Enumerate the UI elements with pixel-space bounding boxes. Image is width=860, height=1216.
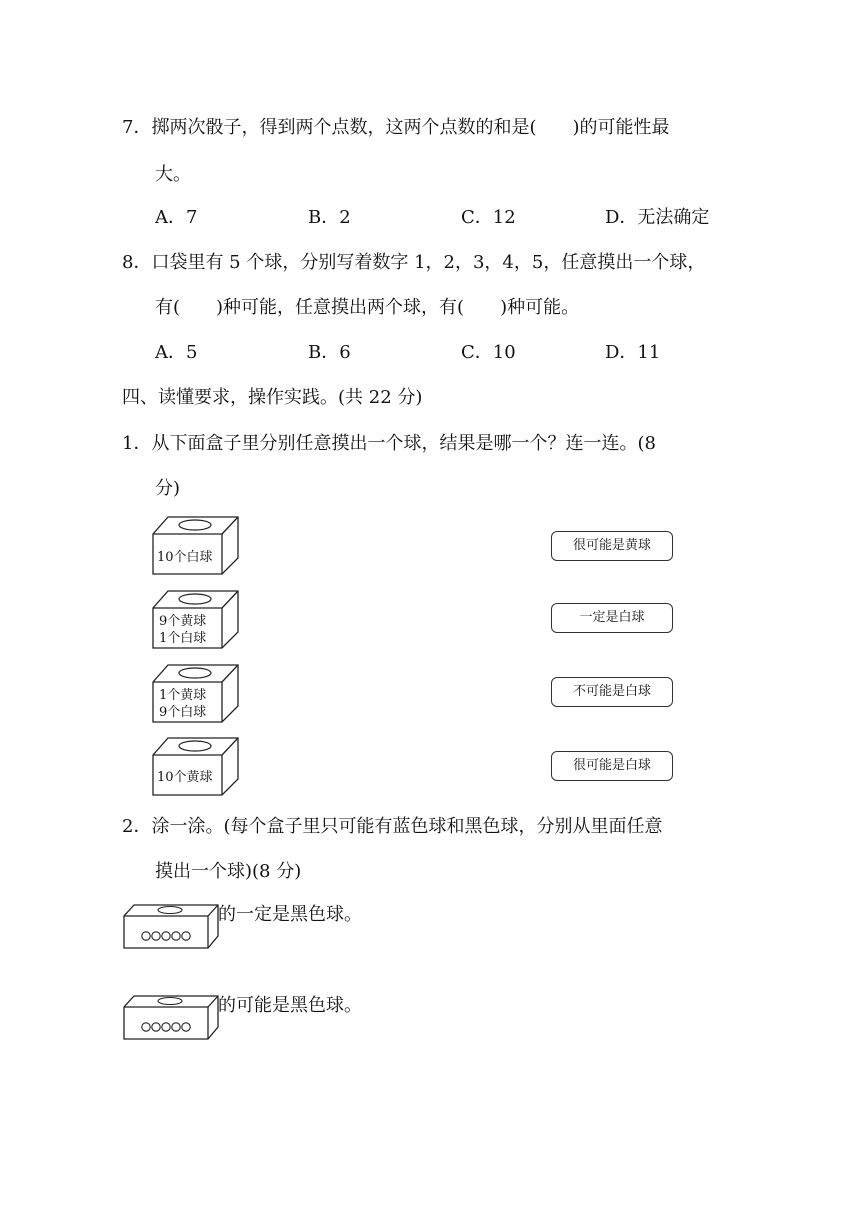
- box-9-yellow-1-white: [150, 588, 242, 652]
- box-label-line1: 1个黄球: [159, 688, 207, 703]
- q8-option-d: D．11: [605, 342, 661, 363]
- choice-likely-white[interactable]: 很可能是白球: [551, 751, 673, 781]
- box-label: 10个黄球: [157, 770, 213, 785]
- p2-row1-text: 的一定是黑色球。: [218, 904, 362, 925]
- box-label: 10个白球: [157, 550, 213, 565]
- choice-likely-yellow[interactable]: 很可能是黄球: [551, 531, 673, 561]
- q7-line2: 大。: [155, 164, 191, 185]
- p1-line2: 分): [155, 478, 181, 499]
- p2-line1: 2．涂一涂。(每个盒子里只可能有蓝色球和黑色球，分别从里面任意: [122, 816, 663, 837]
- box-1-yellow-9-white: [150, 662, 242, 726]
- p2-row2-text: 的可能是黑色球。: [218, 995, 362, 1016]
- ball-box-2[interactable]: [122, 991, 222, 1043]
- box-label-line1: 9个黄球: [159, 614, 207, 629]
- p1-line1: 1．从下面盒子里分别任意摸出一个球，结果是哪一个？连一连。(8: [122, 433, 656, 454]
- q7-option-b: B．2: [308, 207, 351, 228]
- q7-line1: 7．掷两次骰子，得到两个点数，这两个点数的和是( )的可能性最: [122, 117, 670, 138]
- box-label-line2: 1个白球: [159, 631, 207, 646]
- choice-certainly-white[interactable]: 一定是白球: [551, 603, 673, 633]
- box-label-line2: 9个白球: [159, 705, 207, 720]
- q8-option-b: B．6: [308, 342, 351, 363]
- q8-line2: 有( )种可能，任意摸出两个球，有( )种可能。: [155, 297, 580, 318]
- q7-option-c: C．12: [461, 207, 516, 228]
- p2-line2: 摸出一个球)(8 分): [155, 861, 302, 882]
- q7-option-d: D．无法确定: [605, 207, 710, 228]
- section-heading: 四、读懂要求，操作实践。(共 22 分): [122, 387, 423, 408]
- choice-impossible-white[interactable]: 不可能是白球: [551, 677, 673, 707]
- box-10-white: [150, 514, 242, 578]
- box-10-yellow: [150, 735, 242, 799]
- q8-option-a: A．5: [155, 342, 198, 363]
- q8-line1: 8．口袋里有 5 个球，分别写着数字 1，2，3，4，5，任意摸出一个球，: [122, 252, 706, 273]
- q7-option-a: A．7: [155, 207, 198, 228]
- q8-option-c: C．10: [461, 342, 516, 363]
- ball-box-1[interactable]: [122, 900, 222, 952]
